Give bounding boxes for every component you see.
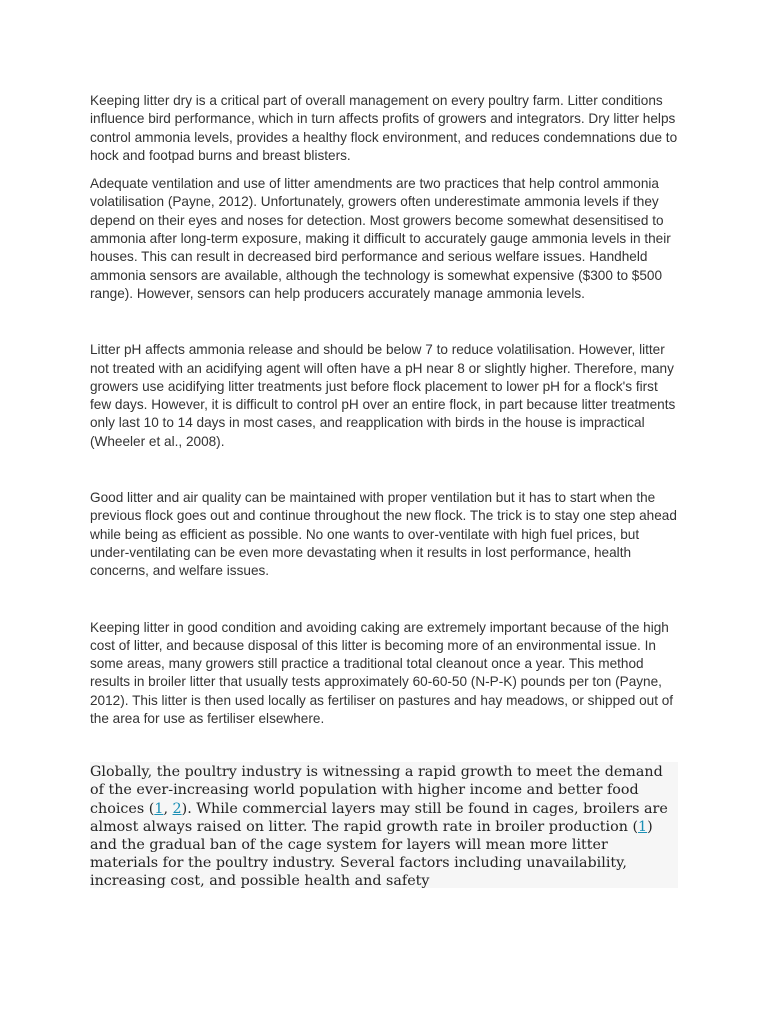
- paragraph-litter-dry: Keeping litter dry is a critical part of overall management on every poultry farm. Litter conditions influence bird performance, which in turn affects profits of growers and integrators. Dry litter helps control ammonia levels, provides a healthy flock environment, and reduces condemnations due to hock and footpad burns and breast blisters.: [90, 93, 678, 163]
- article-body: [90, 92, 680, 888]
- excerpt-text: Globally, the poultry industry is witnessing a rapid growth to meet the demand of the ever-increasing world population with higher income and better food choices (: [90, 764, 663, 817]
- citation-link-1[interactable]: 1: [154, 800, 164, 817]
- paragraph-litter-ph: Litter pH affects ammonia release and should be below 7 to reduce volatilisation. However, litter not treated with an acidifying agent will often have a pH near 8 or slightly higher. Therefore, many growers use acidifying litter treatments just before flock placement to lower pH for a flock's first few days. However, it is difficult to control pH over an entire flock, in part because litter treatments only last 10 to 14 days in most cases, and reapplication with birds in the house is impractical (Wheeler et al., 2008).: [90, 342, 676, 449]
- excerpt-text: ). While commercial layers may still be found in cages, broilers are almost always raised on litter. The rapid growth rate in broiler production (: [90, 800, 668, 835]
- citation-link-1-repeat[interactable]: 1: [638, 818, 648, 835]
- paragraph-ventilation-amendments: Adequate ventilation and use of litter amendments are two practices that help control ammonia volatilisation (Payne, 2012). Unfortunately, growers often underestimate ammonia levels if they depend on their eyes and noses for detection. Most growers become somewhat desensitised to ammonia after long-term exposure, making it difficult to accurately gauge ammonia levels in their houses. This can result in decreased bird performance and serious welfare issues. Handheld ammonia sensors are available, although the technology is somewhat expensive ($300 to $500 range). However, sensors can help producers accurately manage ammonia levels.: [90, 176, 671, 301]
- citation-separator: ,: [163, 800, 173, 817]
- paragraph-litter-condition: Keeping litter in good condition and avoiding caking are extremely important because of the high cost of litter, and because disposal of this litter is becoming more of an environmental issue. In some areas, many growers still practice a traditional total cleanout once a year. This method results in broiler litter that usually tests approximately 60-60-50 (N-P-K) pounds per ton (Payne, 2012). This litter is then used locally as fertiliser on pastures and hay meadows, or shipped out of the area for use as fertiliser elsewhere.: [90, 619, 674, 727]
- paragraph-air-quality: Good litter and air quality can be maintained with proper ventilation but it has to start when the previous flock goes out and continue throughout the new flock. The trick is to stay one step ahead while being as efficient as possible. No one wants to over-ventilate with high fuel prices, but under-ventilating can be even more devastating when it results in lost performance, health concerns, and welfare issues.: [90, 490, 677, 579]
- excerpt-block: [90, 762, 678, 888]
- citation-link-2[interactable]: 2: [172, 800, 182, 817]
- excerpt-text: ) and the gradual ban of the cage system for layers will mean more litter materials for the poultry industry. Several factors including unavailability, increasing cost, and possible health and safety: [90, 818, 653, 889]
